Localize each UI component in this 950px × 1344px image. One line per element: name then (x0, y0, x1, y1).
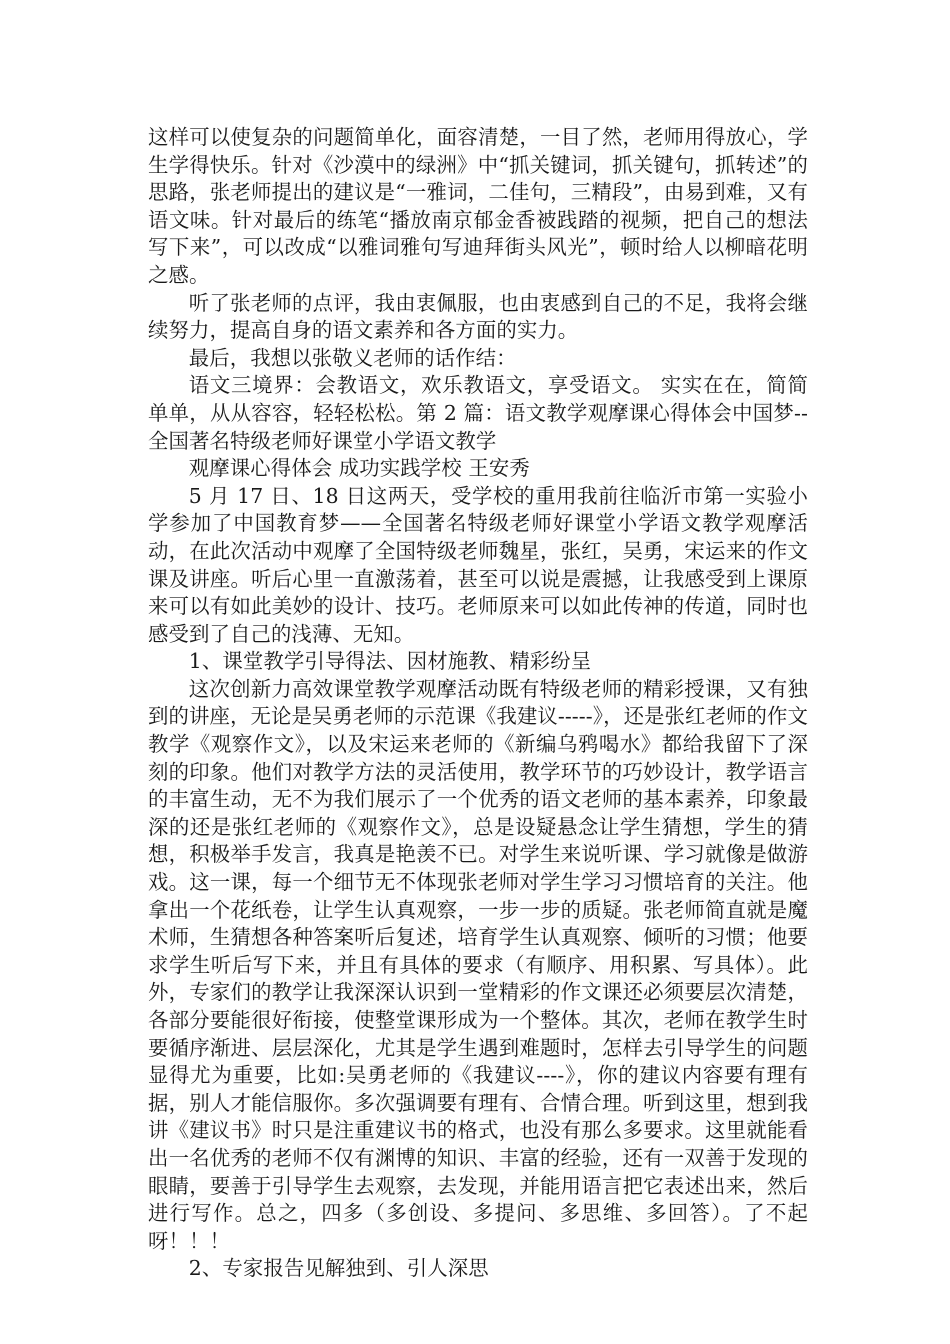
paragraph-classroom-teaching: 这次创新力高效课堂教学观摩活动既有特级老师的精彩授课，又有独到的讲座，无论是吴勇老师的示范课《我建议-----》，还是张红老师的作文教学《观察作文》，以及宋运来老师的《新编乌鸦喝水》都给我留下了深刻的印象。他们对教学方法的灵活使用，教学环节的巧妙设计，教学语言的丰富生动，无不为我们展示了一个优秀的语文老师的基本素养，印象最深的还是张红老师的《观察作文》，总是设疑悬念让学生猜想，学生的猜想，积极举手发言，我真是艳羡不已。对学生来说听课、学习就像是做游戏。这一课，每一个细节无不体现张老师对学生学习习惯培育的关注。他拿出一个花纸卷，让学生认真观察，一步一步的质疑。张老师简直就是魔术师，生猜想各种答案听后复述，培育学生认真观察、倾听的习惯；他要求学生听后写下来，并且有具体的要求（有顺序、用积累、写具体）。此外，专家们的教学让我深深认识到一堂精彩的作文课还必须要层次清楚，各部分要能很好衔接，使整堂课形成为一个整体。其次，老师在教学生时要循序渐进、层层深化，尤其是学生遇到难题时，怎样去引导学生的问题显得尤为重要，比如:吴勇老师的《我建议----》，你的建议内容要有理有据，别人才能信服你。多次强调要有理有、合情合理。听到这里，想到我讲《建议书》时只是注重建议书的格式，也没有那么多要求。这里就能看出一名优秀的老师不仅有渊博的知识、丰富的经验，还有一双善于发现的眼睛，要善于引导学生去观察，去发现，并能用语言把它表述出来，然后进行写作。总之，四多（多创设、多提问、多思维、多回答）。了不起呀！！！ (148, 676, 808, 1253)
paragraph-event-intro: 5 月 17 日、18 日这两天，受学校的重用我前往临沂市第一实验小学参加了中国教育梦——全国著名特级老师好课堂小学语文教学观摩活动，在此次活动中观摩了全国特级老师魏星，张红，吴勇，宋运来的作文课及讲座。听后心里一直激荡着，甚至可以说是震撼，让我感受到上课原来可以有如此美妙的设计、技巧。老师原来可以如此传神的传道，同时也感受到了自己的浅薄、无知。 (148, 483, 808, 646)
paragraph-closing-intro: 最后，我想以张敬义老师的话作结： (188, 345, 517, 370)
section-heading-2: 2、专家报告见解独到、引人深思 (188, 1256, 489, 1281)
paragraph-byline: 观摩课心得体会 成功实践学校 王安秀 (188, 456, 530, 481)
section-heading-1: 1、课堂教学引导得法、因材施教、精彩纷呈 (188, 649, 592, 674)
paragraph-evaluation-summary: 这样可以使复杂的问题简单化，面容清楚，一目了然，老师用得放心，学生学得快乐。针对《沙漠中的绿洲》中“抓关键词，抓关键句，抓转述”的思路，张老师提出的建议是“一雅词，二佳句，三精段”，由易到难，又有语文味。针对最后的练笔“播放南京郁金香被践踏的视频，把自己的想法写下来”，可以改成“以雅词雅句写迪拜街头风光”，顿时给人以柳暗花明之感。 (148, 125, 808, 287)
paragraph-reflection: 听了张老师的点评，我由衷佩服，也由衷感到自己的不足，我将会继续努力，提高自身的语文素养和各方面的实力。 (148, 290, 808, 343)
paragraph-three-realms-and-second-title: 语文三境界：会教语文，欢乐教语文，享受语文。 实实在在，简简单单，从从容容，轻轻松松。第 2 篇：语文教学观摩课心得体会中国梦--全国著名特级老师好课堂小学语文教学 (148, 373, 808, 453)
document-body (148, 124, 808, 1283)
